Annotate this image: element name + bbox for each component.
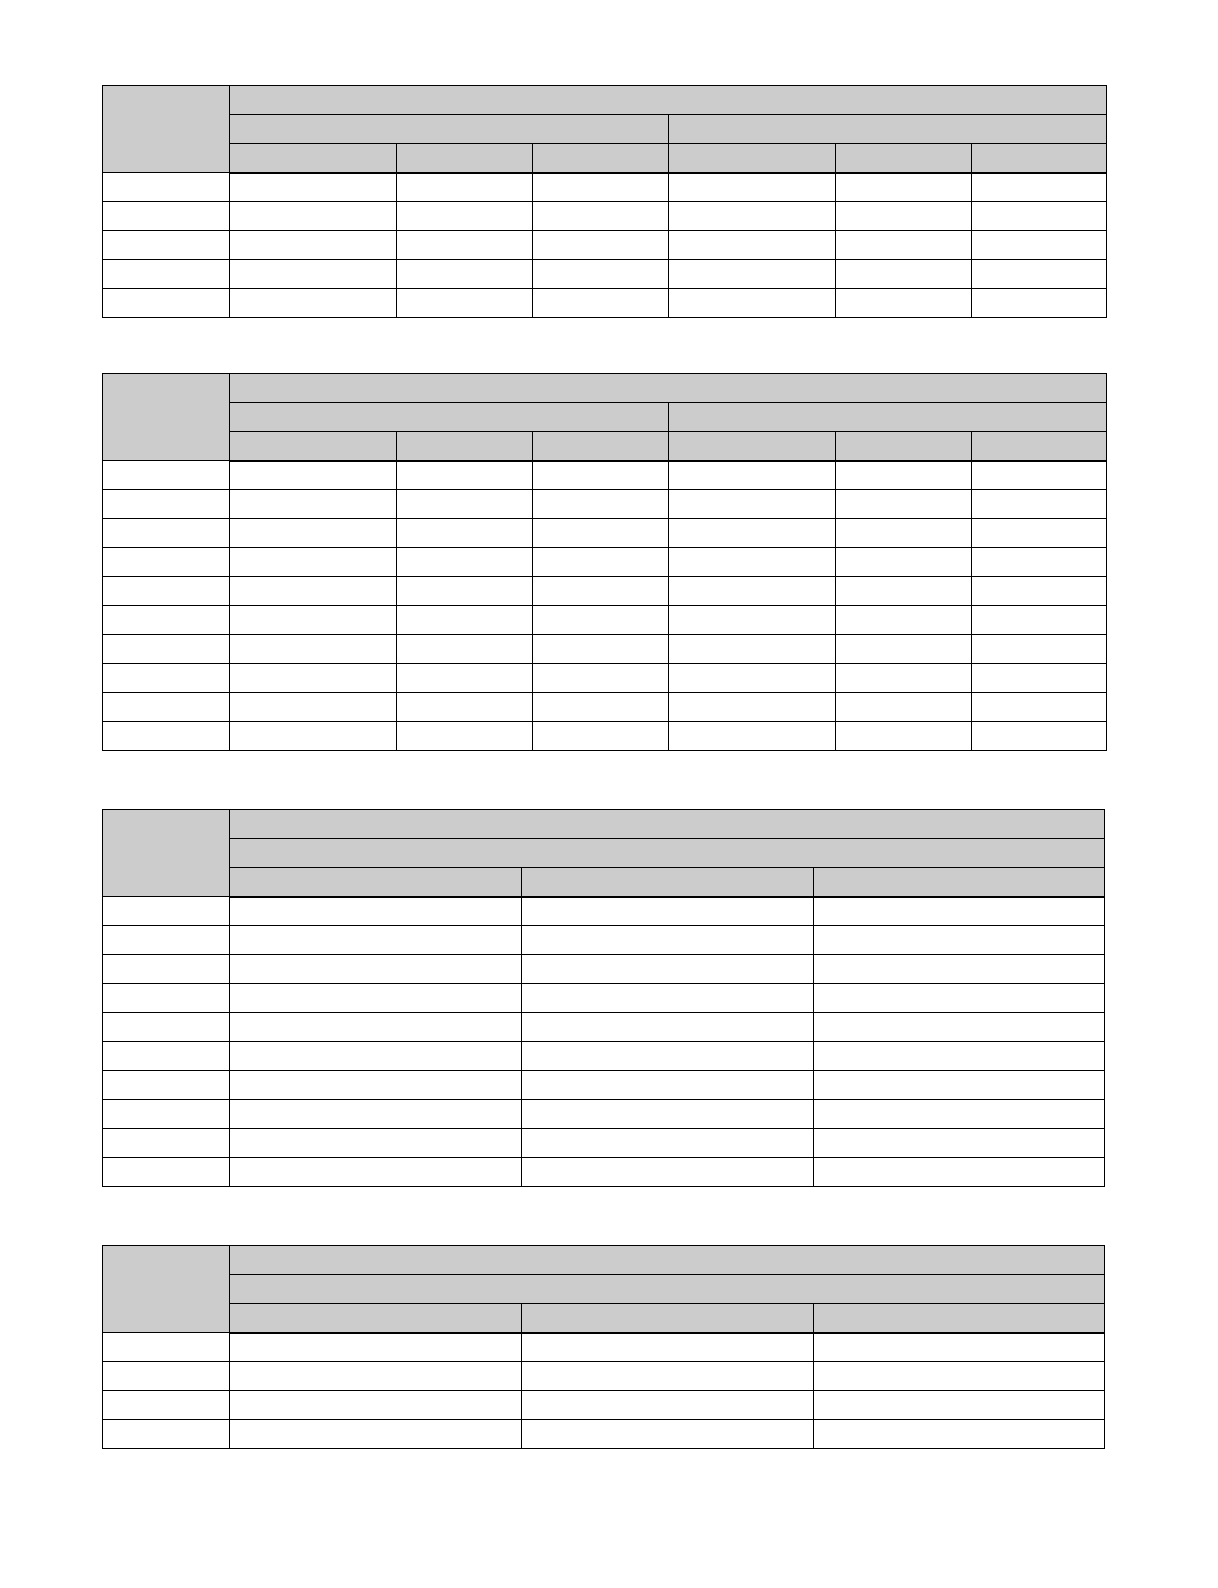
- row-label-cell: [103, 1129, 230, 1158]
- table-cell: [522, 984, 814, 1013]
- column-header: [836, 432, 972, 461]
- table-cell: [814, 926, 1105, 955]
- table-cell: [836, 461, 972, 490]
- table-cell: [522, 926, 814, 955]
- table-cell: [814, 1129, 1105, 1158]
- table-row: [103, 490, 1107, 519]
- row-label-cell: [103, 1013, 230, 1042]
- table-row: [103, 897, 1105, 926]
- table-cell: [533, 461, 669, 490]
- table-cell: [522, 1420, 814, 1449]
- table-cell: [669, 693, 836, 722]
- table-cell: [972, 722, 1107, 751]
- column-header: [972, 432, 1107, 461]
- row-label-cell: [103, 984, 230, 1013]
- row-label-cell: [103, 1420, 230, 1449]
- row-label-cell: [103, 1042, 230, 1071]
- table-cell: [669, 635, 836, 664]
- group-header-left: [230, 115, 669, 144]
- group-header: [230, 1275, 1105, 1304]
- column-header: [533, 144, 669, 173]
- table-row: [103, 926, 1105, 955]
- column-header: [230, 1304, 522, 1333]
- group-header-right: [669, 115, 1107, 144]
- table-cell: [397, 577, 533, 606]
- table-cell: [533, 173, 669, 202]
- table-cell: [972, 606, 1107, 635]
- table-row: [103, 664, 1107, 693]
- table-cell: [230, 606, 397, 635]
- table-row: [103, 1420, 1105, 1449]
- table-cell: [836, 548, 972, 577]
- table-cell: [669, 461, 836, 490]
- table-cell: [836, 606, 972, 635]
- table-title-cell: [230, 810, 1105, 839]
- table-cell: [230, 664, 397, 693]
- column-header: [814, 1304, 1105, 1333]
- table-cell: [230, 722, 397, 751]
- table-cell: [230, 1391, 522, 1420]
- table-body: [103, 897, 1105, 1187]
- table-1: [102, 85, 1107, 318]
- table-cell: [972, 577, 1107, 606]
- group-header-right: [669, 403, 1107, 432]
- table-cell: [522, 1362, 814, 1391]
- table-row: [103, 231, 1107, 260]
- row-label-cell: [103, 926, 230, 955]
- table-row: [103, 606, 1107, 635]
- table-cell: [522, 1129, 814, 1158]
- table-cell: [814, 1071, 1105, 1100]
- row-label-cell: [103, 606, 230, 635]
- column-header: [522, 868, 814, 897]
- row-label-cell: [103, 289, 230, 318]
- table-cell: [522, 1042, 814, 1071]
- column-header: [230, 144, 397, 173]
- row-label-cell: [103, 1158, 230, 1187]
- table-cell: [836, 722, 972, 751]
- table-cell: [814, 955, 1105, 984]
- table-cell: [669, 231, 836, 260]
- table-cell: [522, 1158, 814, 1187]
- table-cell: [533, 548, 669, 577]
- table-row: [103, 955, 1105, 984]
- table-cell: [397, 635, 533, 664]
- row-label-cell: [103, 231, 230, 260]
- table-title-cell: [230, 86, 1107, 115]
- table-cell: [669, 260, 836, 289]
- table-cell: [522, 897, 814, 926]
- row-label-cell: [103, 1362, 230, 1391]
- column-header: [533, 432, 669, 461]
- column-header: [669, 432, 836, 461]
- table-cell: [397, 606, 533, 635]
- table-cell: [397, 548, 533, 577]
- row-label-cell: [103, 260, 230, 289]
- table-cell: [230, 1420, 522, 1449]
- table-cell: [230, 461, 397, 490]
- table-cell: [972, 260, 1107, 289]
- row-label-cell: [103, 955, 230, 984]
- table-cell: [814, 1042, 1105, 1071]
- column-header: [522, 1304, 814, 1333]
- table-cell: [836, 519, 972, 548]
- table-row: [103, 984, 1105, 1013]
- table-cell: [397, 289, 533, 318]
- table-cell: [230, 926, 522, 955]
- table-cell: [814, 1013, 1105, 1042]
- table-cell: [814, 1158, 1105, 1187]
- column-header: [972, 144, 1107, 173]
- table-cell: [533, 519, 669, 548]
- row-header-corner: [103, 86, 230, 173]
- row-label-cell: [103, 1100, 230, 1129]
- table-cell: [814, 1420, 1105, 1449]
- table-cell: [814, 1333, 1105, 1362]
- table-row: [103, 461, 1107, 490]
- table-cell: [533, 231, 669, 260]
- row-label-cell: [103, 722, 230, 751]
- column-header: [669, 144, 836, 173]
- table-cell: [522, 1071, 814, 1100]
- row-label-cell: [103, 1391, 230, 1420]
- table-cell: [533, 577, 669, 606]
- table-cell: [836, 693, 972, 722]
- table-row: [103, 519, 1107, 548]
- table-cell: [397, 519, 533, 548]
- table-cell: [836, 260, 972, 289]
- table-cell: [972, 664, 1107, 693]
- table-cell: [230, 984, 522, 1013]
- table-cell: [230, 1100, 522, 1129]
- table-cell: [230, 490, 397, 519]
- table-cell: [669, 289, 836, 318]
- table-cell: [814, 1362, 1105, 1391]
- table-cell: [230, 202, 397, 231]
- row-label-cell: [103, 173, 230, 202]
- table-cell: [230, 1129, 522, 1158]
- table-cell: [836, 289, 972, 318]
- row-label-cell: [103, 490, 230, 519]
- table-body: [103, 461, 1107, 751]
- table-cell: [533, 490, 669, 519]
- row-label-cell: [103, 664, 230, 693]
- table-title-cell: [230, 374, 1107, 403]
- table-cell: [533, 693, 669, 722]
- table-cell: [669, 519, 836, 548]
- table-row: [103, 1013, 1105, 1042]
- table-cell: [522, 1013, 814, 1042]
- table-cell: [397, 231, 533, 260]
- column-header: [230, 432, 397, 461]
- row-header-corner: [103, 374, 230, 461]
- row-label-cell: [103, 897, 230, 926]
- table-cell: [836, 664, 972, 693]
- row-label-cell: [103, 1333, 230, 1362]
- table-row: [103, 289, 1107, 318]
- table-cell: [533, 260, 669, 289]
- table-cell: [397, 490, 533, 519]
- table-row: [103, 202, 1107, 231]
- table-cell: [972, 490, 1107, 519]
- table-row: [103, 635, 1107, 664]
- table-row: [103, 577, 1107, 606]
- row-label-cell: [103, 693, 230, 722]
- table-cell: [230, 897, 522, 926]
- table-cell: [397, 722, 533, 751]
- table-cell: [397, 202, 533, 231]
- row-label-cell: [103, 1071, 230, 1100]
- table-cell: [397, 461, 533, 490]
- table-cell: [230, 1071, 522, 1100]
- table-4: [102, 1245, 1105, 1449]
- row-label-cell: [103, 519, 230, 548]
- table-row: [103, 1158, 1105, 1187]
- group-header: [230, 839, 1105, 868]
- table-cell: [836, 202, 972, 231]
- row-label-cell: [103, 202, 230, 231]
- table-title-cell: [230, 1246, 1105, 1275]
- row-label-cell: [103, 577, 230, 606]
- table-cell: [230, 231, 397, 260]
- table-cell: [230, 1333, 522, 1362]
- table-row: [103, 1391, 1105, 1420]
- table-cell: [522, 1100, 814, 1129]
- table-body: [103, 173, 1107, 318]
- table-cell: [397, 260, 533, 289]
- table-cell: [972, 635, 1107, 664]
- table-cell: [522, 1391, 814, 1420]
- table-row: [103, 1071, 1105, 1100]
- table-row: [103, 693, 1107, 722]
- table-row: [103, 722, 1107, 751]
- table-row: [103, 1333, 1105, 1362]
- table-row: [103, 1129, 1105, 1158]
- table-cell: [836, 490, 972, 519]
- table-cell: [972, 693, 1107, 722]
- table-row: [103, 548, 1107, 577]
- table-cell: [669, 722, 836, 751]
- table-cell: [972, 202, 1107, 231]
- row-label-cell: [103, 635, 230, 664]
- table-cell: [230, 1158, 522, 1187]
- table-row: [103, 173, 1107, 202]
- table-cell: [972, 289, 1107, 318]
- table-cell: [230, 289, 397, 318]
- table-cell: [522, 1333, 814, 1362]
- table-cell: [230, 519, 397, 548]
- table-cell: [836, 635, 972, 664]
- table-cell: [972, 519, 1107, 548]
- table-cell: [836, 173, 972, 202]
- table-cell: [230, 955, 522, 984]
- table-cell: [230, 635, 397, 664]
- table-cell: [836, 231, 972, 260]
- table-cell: [814, 897, 1105, 926]
- table-cell: [669, 548, 836, 577]
- table-cell: [814, 1100, 1105, 1129]
- table-cell: [533, 722, 669, 751]
- table-3: [102, 809, 1105, 1187]
- table-cell: [533, 664, 669, 693]
- table-cell: [230, 1042, 522, 1071]
- table-cell: [972, 173, 1107, 202]
- row-label-cell: [103, 548, 230, 577]
- table-cell: [836, 577, 972, 606]
- row-header-corner: [103, 810, 230, 897]
- table-cell: [814, 1391, 1105, 1420]
- table-cell: [972, 461, 1107, 490]
- table-cell: [669, 577, 836, 606]
- table-cell: [972, 548, 1107, 577]
- table-row: [103, 1042, 1105, 1071]
- row-header-corner: [103, 1246, 230, 1333]
- table-cell: [669, 173, 836, 202]
- column-header: [397, 432, 533, 461]
- table-cell: [230, 173, 397, 202]
- table-row: [103, 1362, 1105, 1391]
- table-cell: [230, 693, 397, 722]
- table-cell: [230, 548, 397, 577]
- table-cell: [669, 490, 836, 519]
- column-header: [836, 144, 972, 173]
- table-cell: [230, 1362, 522, 1391]
- table-row: [103, 1100, 1105, 1129]
- table-cell: [397, 173, 533, 202]
- table-cell: [397, 693, 533, 722]
- table-cell: [533, 202, 669, 231]
- row-label-cell: [103, 461, 230, 490]
- column-header: [230, 868, 522, 897]
- table-cell: [230, 577, 397, 606]
- column-header: [814, 868, 1105, 897]
- table-cell: [814, 984, 1105, 1013]
- table-cell: [669, 606, 836, 635]
- table-2: [102, 373, 1107, 751]
- table-cell: [533, 289, 669, 318]
- table-cell: [669, 664, 836, 693]
- table-cell: [230, 260, 397, 289]
- table-row: [103, 260, 1107, 289]
- table-cell: [669, 202, 836, 231]
- table-cell: [522, 955, 814, 984]
- table-cell: [972, 231, 1107, 260]
- table-body: [103, 1333, 1105, 1449]
- table-cell: [533, 606, 669, 635]
- table-cell: [230, 1013, 522, 1042]
- column-header: [397, 144, 533, 173]
- table-cell: [397, 664, 533, 693]
- table-cell: [533, 635, 669, 664]
- group-header-left: [230, 403, 669, 432]
